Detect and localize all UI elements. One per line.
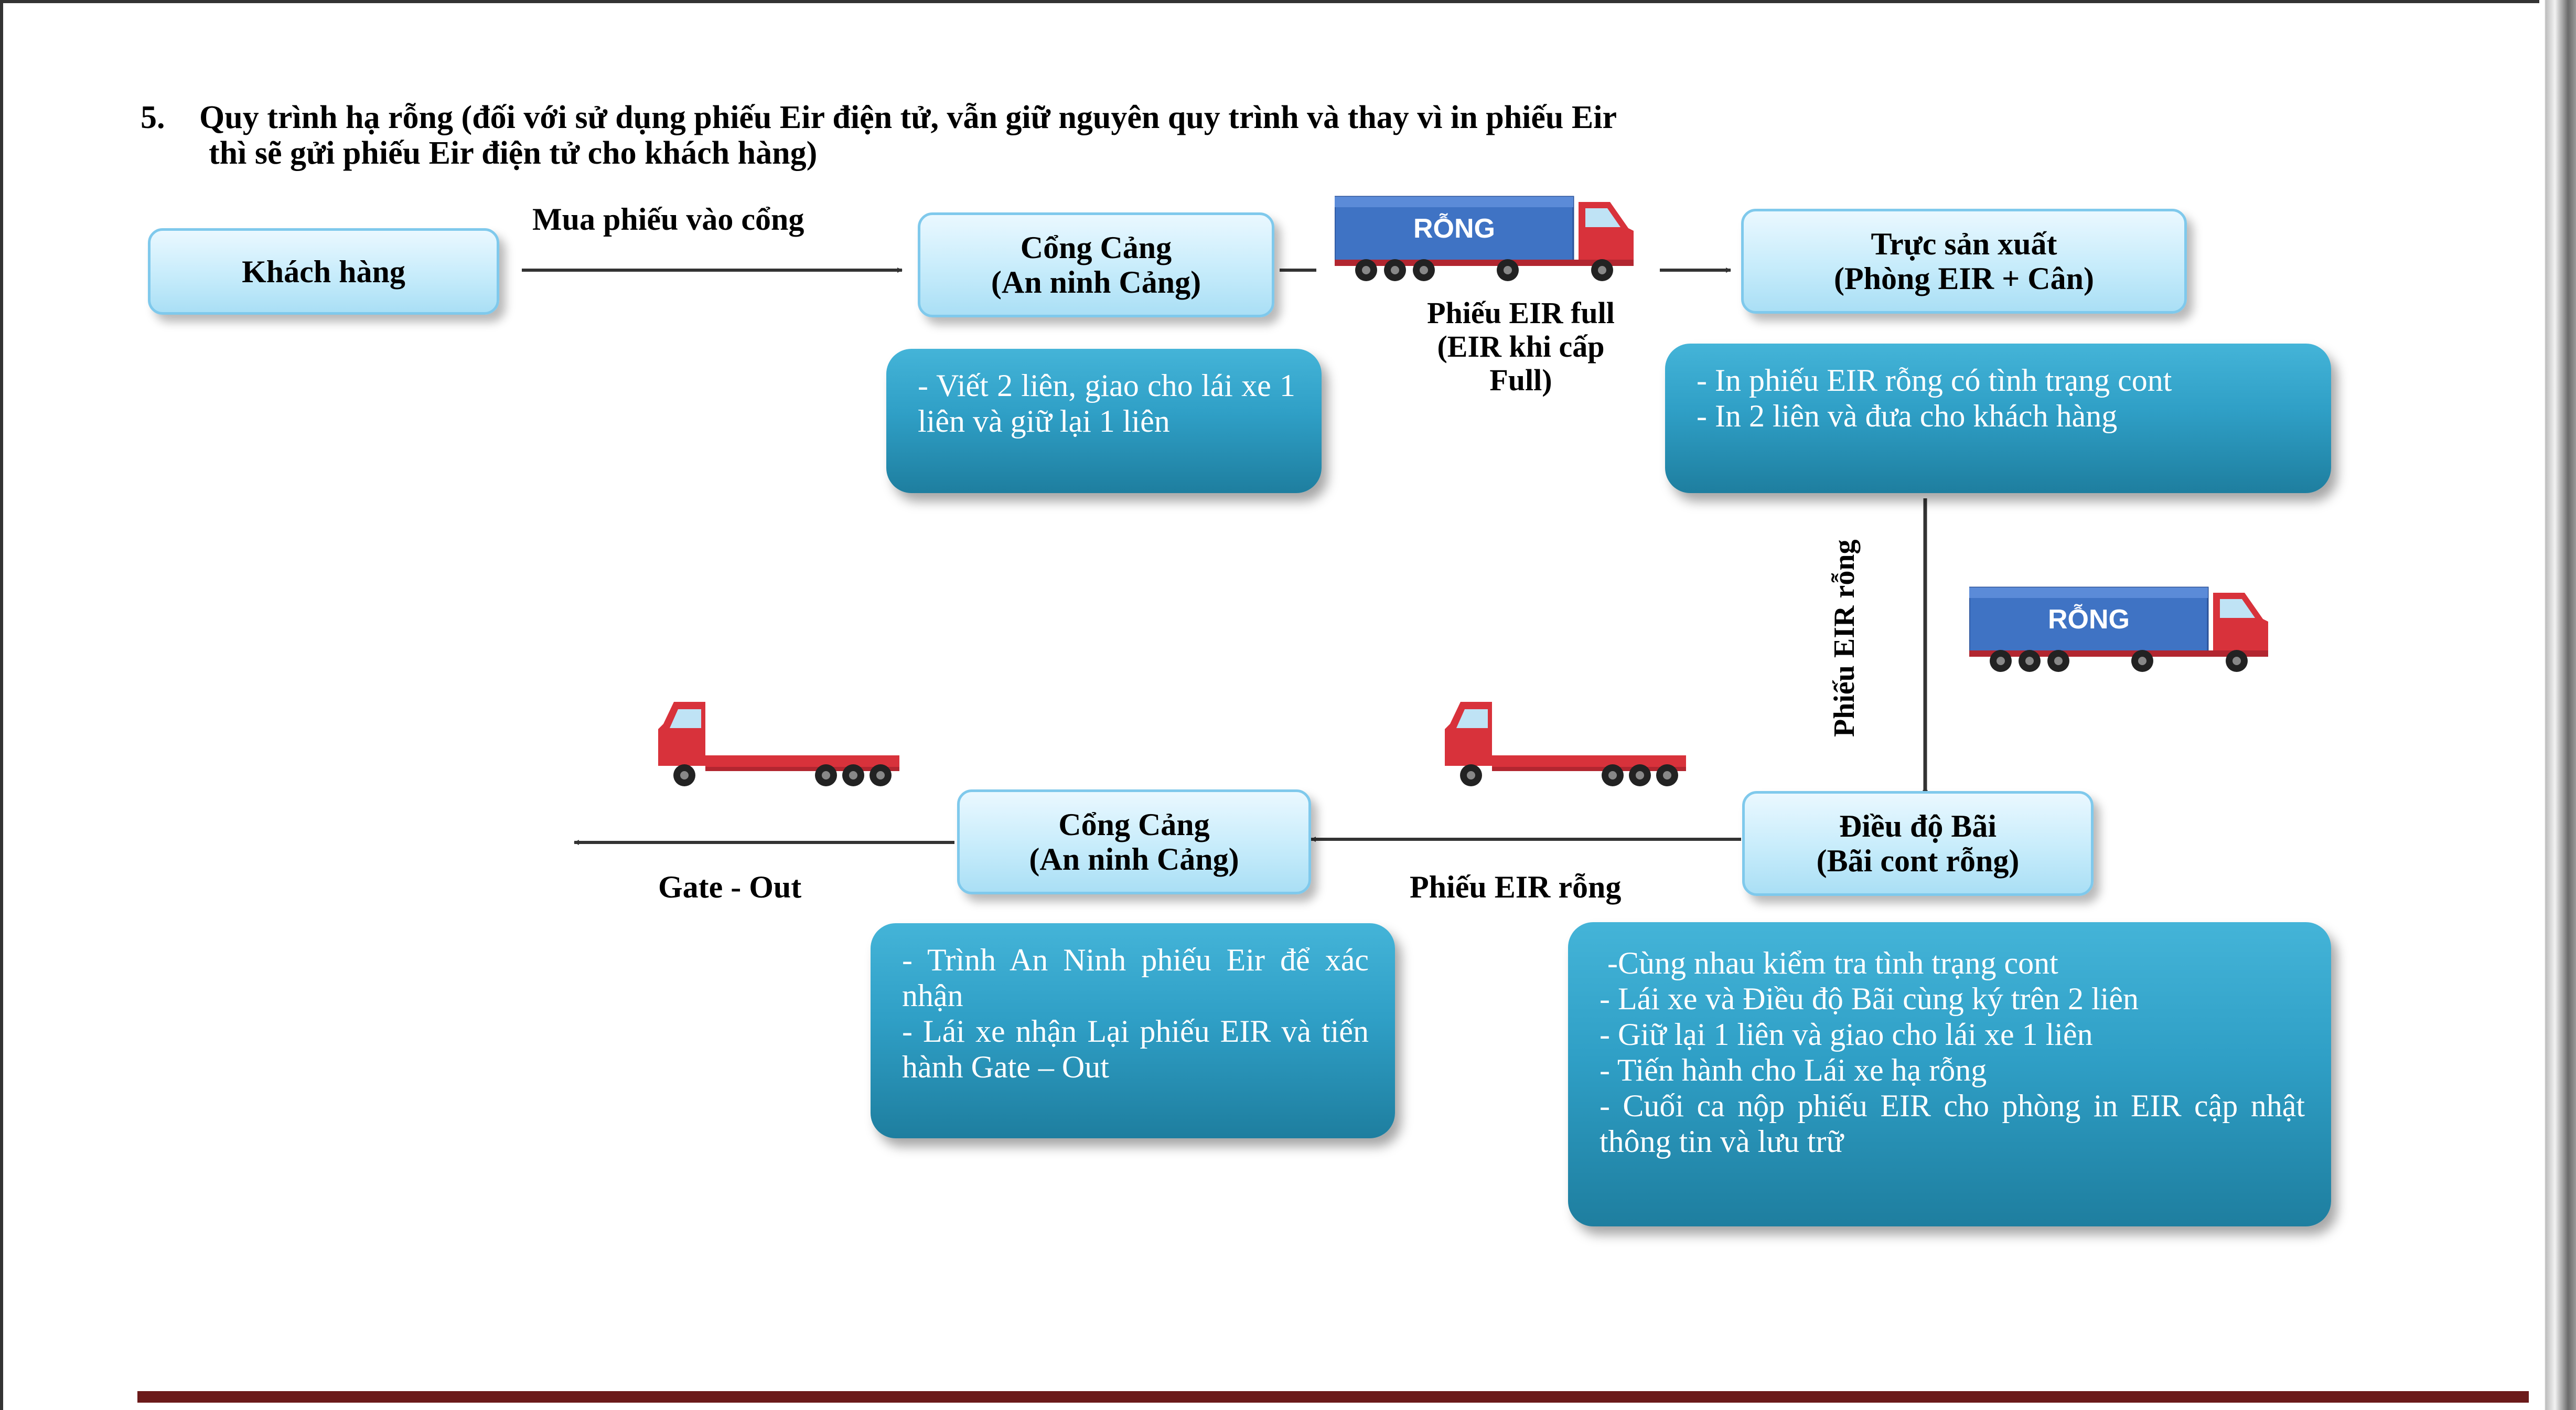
node-gate-out-label: Cổng Cảng (An ninh Cảng) [1029, 807, 1239, 877]
note-yard-line: -Cùng nhau kiểm tra tình trạng cont [1600, 946, 2058, 980]
truck-container-text: RỖNG [1413, 213, 1495, 244]
note-production-line: - In 2 liên và đưa cho khách hàng [1697, 399, 2118, 433]
truck-empty-trailer [1440, 698, 1691, 789]
label-gate-out: Gate - Out [658, 870, 802, 904]
note-yard-line: - Giữ lại 1 liên và giao cho lái xe 1 liên [1600, 1017, 2093, 1052]
truck-empty-trailer-2 [653, 698, 905, 789]
node-customer-label: Khách hàng [242, 254, 405, 289]
truck-loaded-empty-container [1335, 191, 1639, 283]
node-yard-label: Điều độ Bãi (Bãi cont rỗng) [1816, 809, 2020, 878]
note-yard-line: - Tiến hành cho Lái xe hạ rỗng [1600, 1053, 1987, 1087]
label-buy-ticket: Mua phiếu vào cổng [532, 202, 804, 237]
heading-line-1: Quy trình hạ rỗng (đối với sử dụng phiếu Eir điện tử, vẫn giữ nguyên quy trình và thay vì in phiếu Eir [199, 100, 1617, 135]
node-yard [1742, 791, 2094, 896]
label-eir-empty: Phiếu EIR rỗng [1410, 870, 1622, 904]
node-gate-out [957, 789, 1311, 894]
note-yard [1568, 922, 2331, 1226]
note-gate-in [886, 349, 1322, 493]
note-gate-out [871, 923, 1395, 1138]
node-production [1741, 209, 2187, 314]
note-gate-in-text: - Viết 2 liên, giao cho lái xe 1 liên và giữ lại 1 liên [918, 368, 1303, 439]
footer-divider-bar [137, 1391, 2529, 1403]
heading-line-2: thì sẽ gửi phiếu Eir điện tử cho khách hàng) [209, 135, 818, 171]
note-production-line: - In phiếu EIR rỗng có tình trạng cont [1697, 363, 2172, 398]
node-customer [148, 228, 499, 315]
node-production-label: Trực sản xuất (Phòng EIR + Cân) [1834, 227, 2094, 296]
label-eir-empty-vertical: Phiếu EIR rỗng [1828, 539, 1861, 737]
node-gate-in-label: Cổng Cảng (An ninh Cảng) [991, 230, 1201, 300]
section-number: 5. [141, 100, 165, 135]
note-gate-out-line: - Lái xe nhận Lại phiếu EIR và tiến hành Gate – Out [902, 1014, 1377, 1084]
note-gate-out-line: - Trình An Ninh phiếu Eir để xác nhận [902, 943, 1377, 1013]
node-gate-in [918, 212, 1274, 317]
note-yard-line: - Lái xe và Điều độ Bãi cùng ký trên 2 liên [1600, 981, 2139, 1016]
label-eir-full: Phiếu EIR full (EIR khi cấp Full) [1427, 296, 1615, 397]
truck-container-text: RỖNG [2048, 604, 2130, 635]
note-production [1665, 344, 2331, 493]
note-yard-line: - Cuối ca nộp phiếu EIR cho phòng in EIR cập nhật thông tin và lưu trữ [1600, 1088, 2313, 1159]
truck-loaded-empty-container-2 [1969, 582, 2273, 674]
